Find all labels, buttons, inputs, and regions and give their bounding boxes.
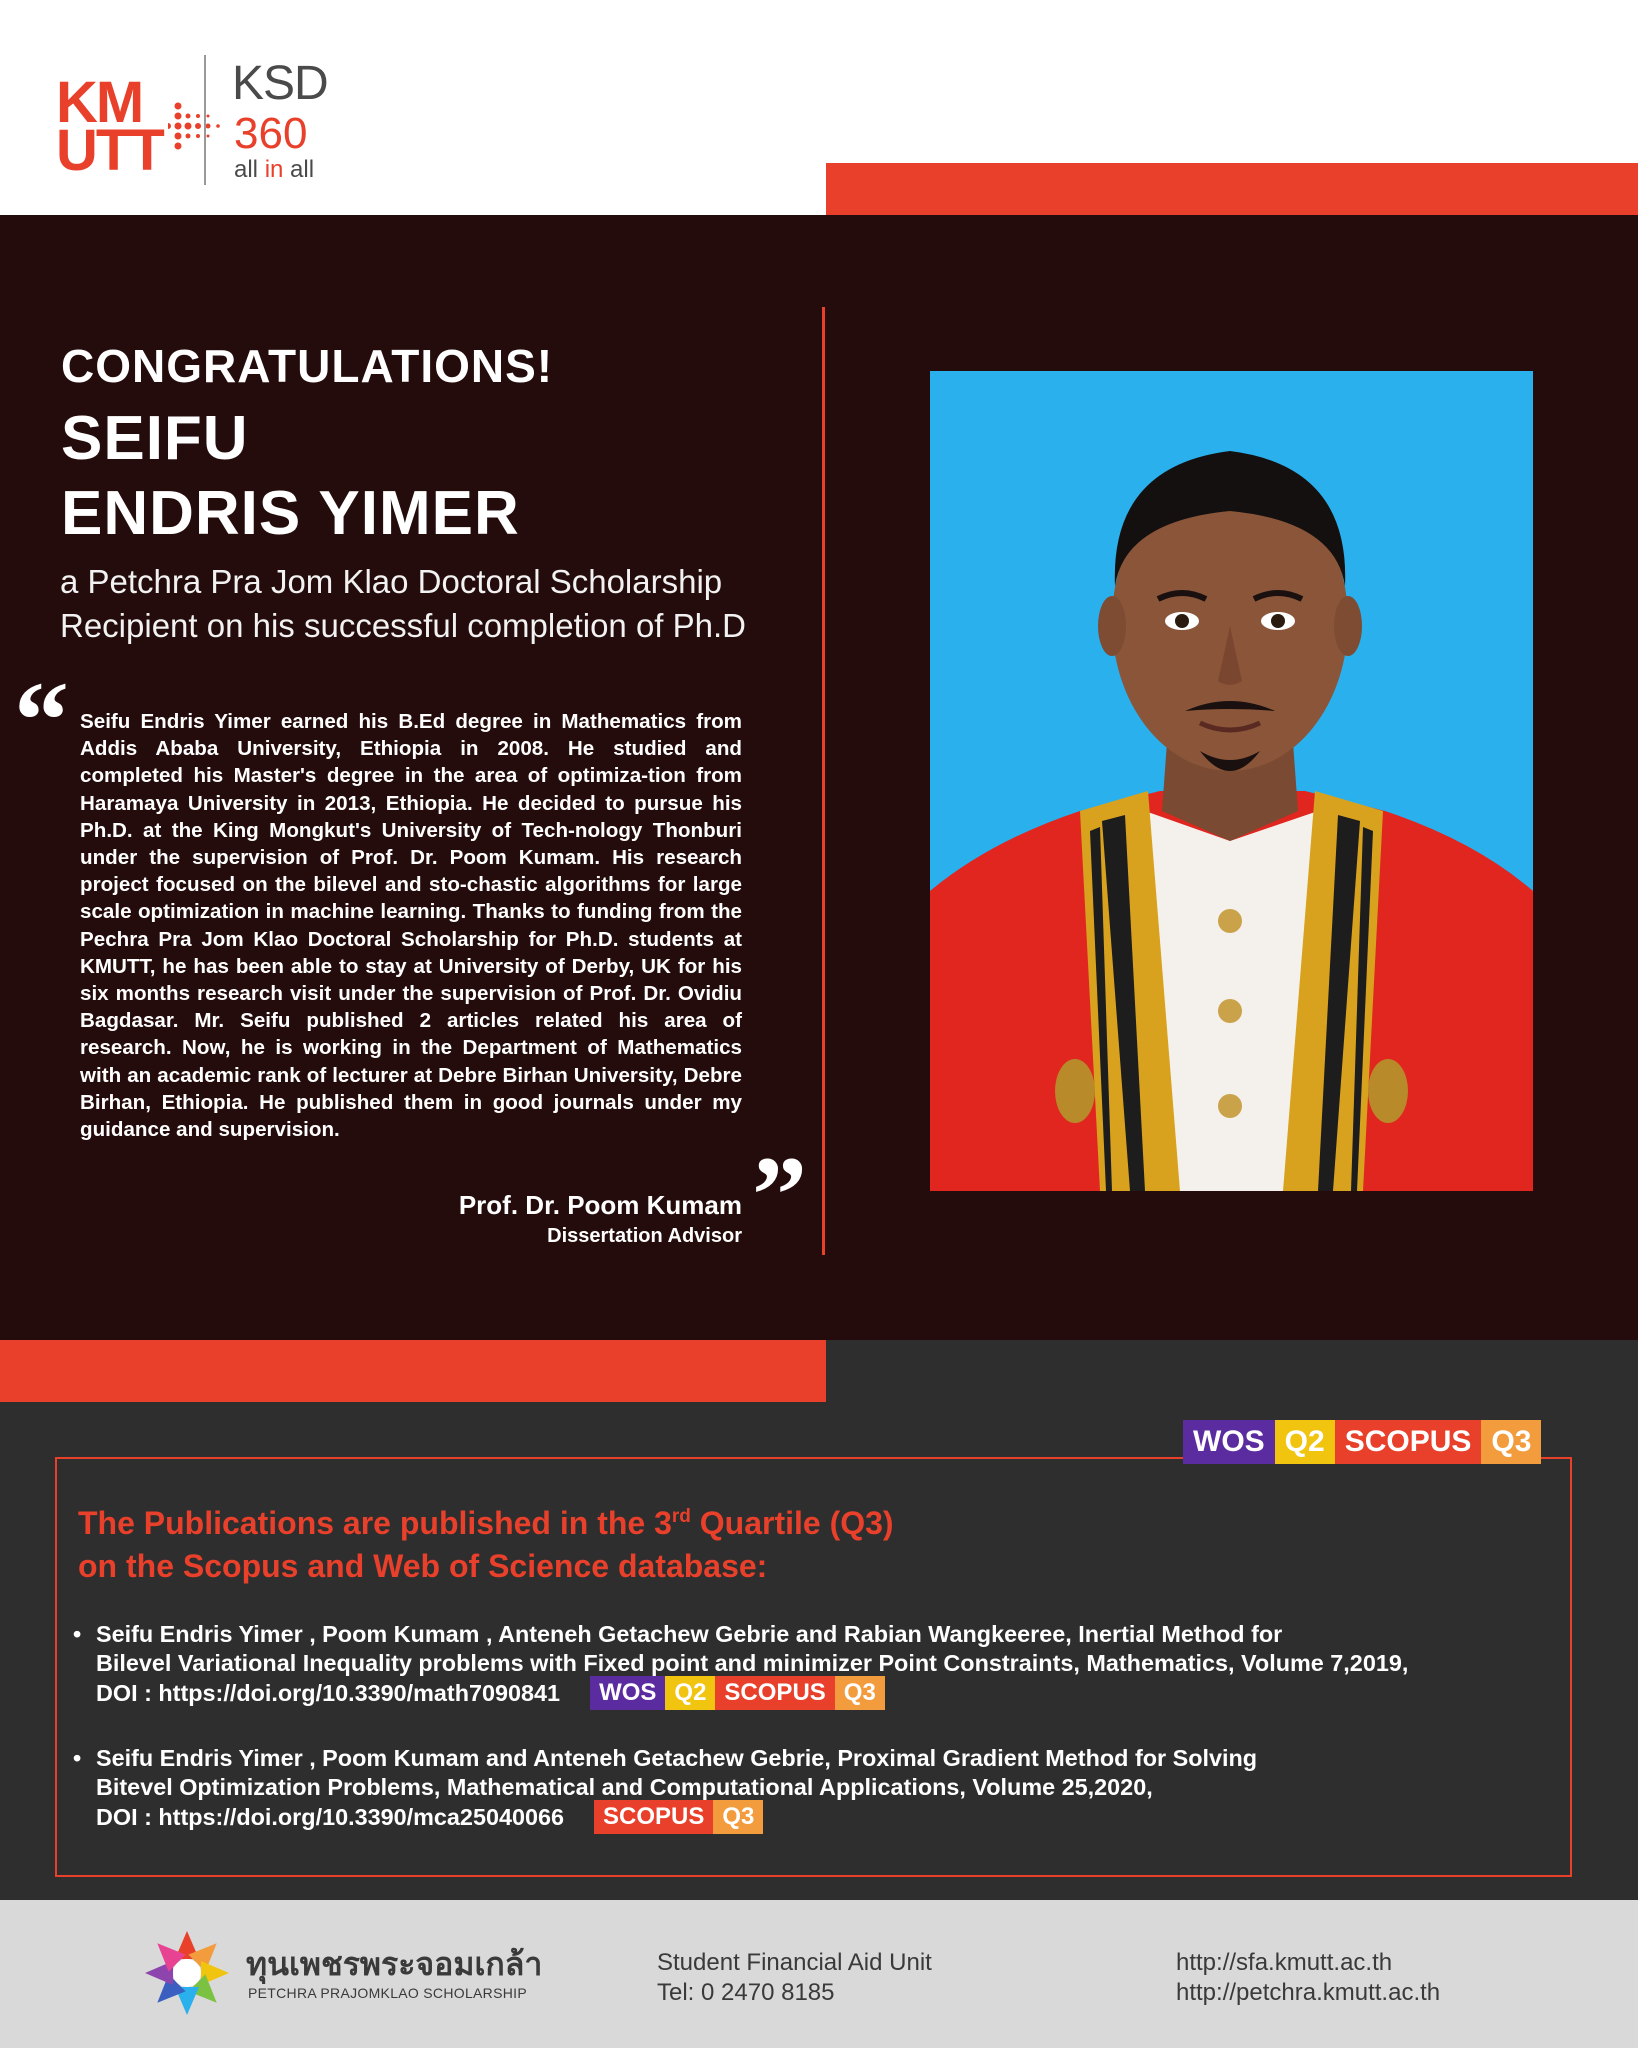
index-badges [1183, 1420, 1541, 1464]
greeting-heading: CONGRATULATIONS! [61, 340, 554, 392]
kmutt-dots-icon [168, 98, 238, 168]
doi-link[interactable]: DOI : https://doi.org/10.3390/math7090841 [96, 1680, 561, 1707]
recipient-last-name: ENDRIS YIMER [61, 479, 520, 548]
kmutt-logo-bottom: UTT [56, 118, 163, 183]
publication-badges [594, 1800, 763, 1834]
open-quote-icon: “ [14, 659, 69, 781]
kmutt-logo-icon [56, 70, 186, 183]
q3-badge: Q3 [713, 1800, 763, 1834]
doi-link[interactable]: DOI : https://doi.org/10.3390/mca25040066 [96, 1804, 565, 1831]
portrait-photo [930, 371, 1533, 1191]
advisor-name: Prof. Dr. Poom Kumam [458, 1190, 742, 1220]
wos-badge: WOS [1183, 1420, 1275, 1464]
scholarship-name-english: PETCHRA PRAJOMKLAO SCHOLARSHIP [248, 1985, 527, 2001]
q2-badge: Q2 [665, 1676, 715, 1710]
bullet: • [73, 1621, 82, 1647]
header [0, 0, 1638, 215]
publication-badges [590, 1676, 885, 1710]
close-quote-icon: ” [752, 1134, 807, 1256]
petchra-link[interactable]: http://petchra.kmutt.ac.th [1176, 1979, 1441, 2006]
ksd-tagline: all in all [234, 156, 315, 183]
scholarship-name-thai: ทุนเพชรพระจอมเกล้า [246, 1946, 543, 1982]
bio-paragraph: Seifu Endris Yimer earned his B.Ed degree in Mathematics from Addis Ababa University, Ethiopia in 2008. He studied and completed his Master's degree in the area of optimiza-tion from Haramaya University in 2013, Ethiopia. He decided to pursue his Ph.D. at the King Mongkut's University of Tech-nology Thonburi under the supervision of Prof. Dr. Poom Kumam. His research project focused on the bilevel and sto-chastic algorithms for large scale optimization in machine learning. Thanks to funding from the Pechra Pra Jom Klao Doctoral Scholarship for Ph.D. students at KMUTT, he has been able to stay at University of Derby, UK for his six months research visit under the supervision of Prof. Dr. Ovidiu Bagdasar. Mr. Seifu published 2 articles related his area of research. Now, he is working in the Department of Mathematics with an academic rank of lecturer at Debre Birhan University, Debre Birhan, Ethiopia. He published them in good journals under my guidance and supervision. [80, 710, 742, 1142]
header-accent-bar [826, 163, 1638, 221]
contact-unit: Student Financial Aid Unit Tel: 0 2470 8185 [657, 1949, 932, 2006]
scopus-badge: SCOPUS [594, 1800, 713, 1834]
q3-badge: Q3 [835, 1676, 885, 1710]
ksd360-logo-icon [232, 57, 352, 190]
contact-phone: Tel: 0 2470 8185 [657, 1979, 835, 2006]
announcement-subtitle: a Petchra Pra Jom Klao Doctoral Scholarship Recipient on his successful completion of Ph.D [60, 563, 747, 644]
publications-heading: The Publications are published in the 3rd Quartile (Q3) on the Scopus and Web of Science database: [78, 1505, 894, 1584]
sfa-link[interactable]: http://sfa.kmutt.ac.th [1176, 1949, 1393, 1976]
q2-badge: Q2 [1275, 1420, 1335, 1464]
petchra-flower-logo-icon [142, 1928, 232, 2018]
ksd-360-text: 360 [234, 109, 308, 158]
q3-badge: Q3 [1481, 1420, 1541, 1464]
publication-item: • Seifu Endris Yimer , Poom Kumam , Anteneh Getachew Gebrie and Rabian Wangkeeree, Inertial Method for Bilevel Variational Inequality problems with Fixed point and minimizer Point Constraints, Mathematics, Volume 7,2019, DOI : https://doi.org/10.3390/math7090841 WOS Q2 SCOPUS Q3 [73, 1620, 1533, 1712]
wos-badge: WOS [590, 1676, 665, 1710]
recipient-first-name: SEIFU [61, 404, 249, 473]
advisor-role: Dissertation Advisor [547, 1225, 742, 1247]
bullet: • [73, 1745, 82, 1771]
scopus-badge: SCOPUS [1335, 1420, 1482, 1464]
footer-links [1176, 1948, 1440, 2008]
ksd-logo-text: KSD [232, 57, 328, 110]
portrait-illustration [930, 371, 1533, 1191]
vertical-divider [822, 307, 825, 1255]
kmutt-logo-top: KM [56, 70, 143, 135]
logo-divider [204, 55, 206, 185]
publication-item: • Seifu Endris Yimer , Poom Kumam and Anteneh Getachew Gebrie, Proximal Gradient Method for Solving Bitevel Optimization Problems, Mathematical and Computational Applications, Volume 25,2020, DOI : https://doi.org/10.3390/mca25040066 SCOPUS Q3 [73, 1744, 1533, 1836]
scopus-badge: SCOPUS [715, 1676, 834, 1710]
section-accent-bar [0, 1340, 826, 1402]
